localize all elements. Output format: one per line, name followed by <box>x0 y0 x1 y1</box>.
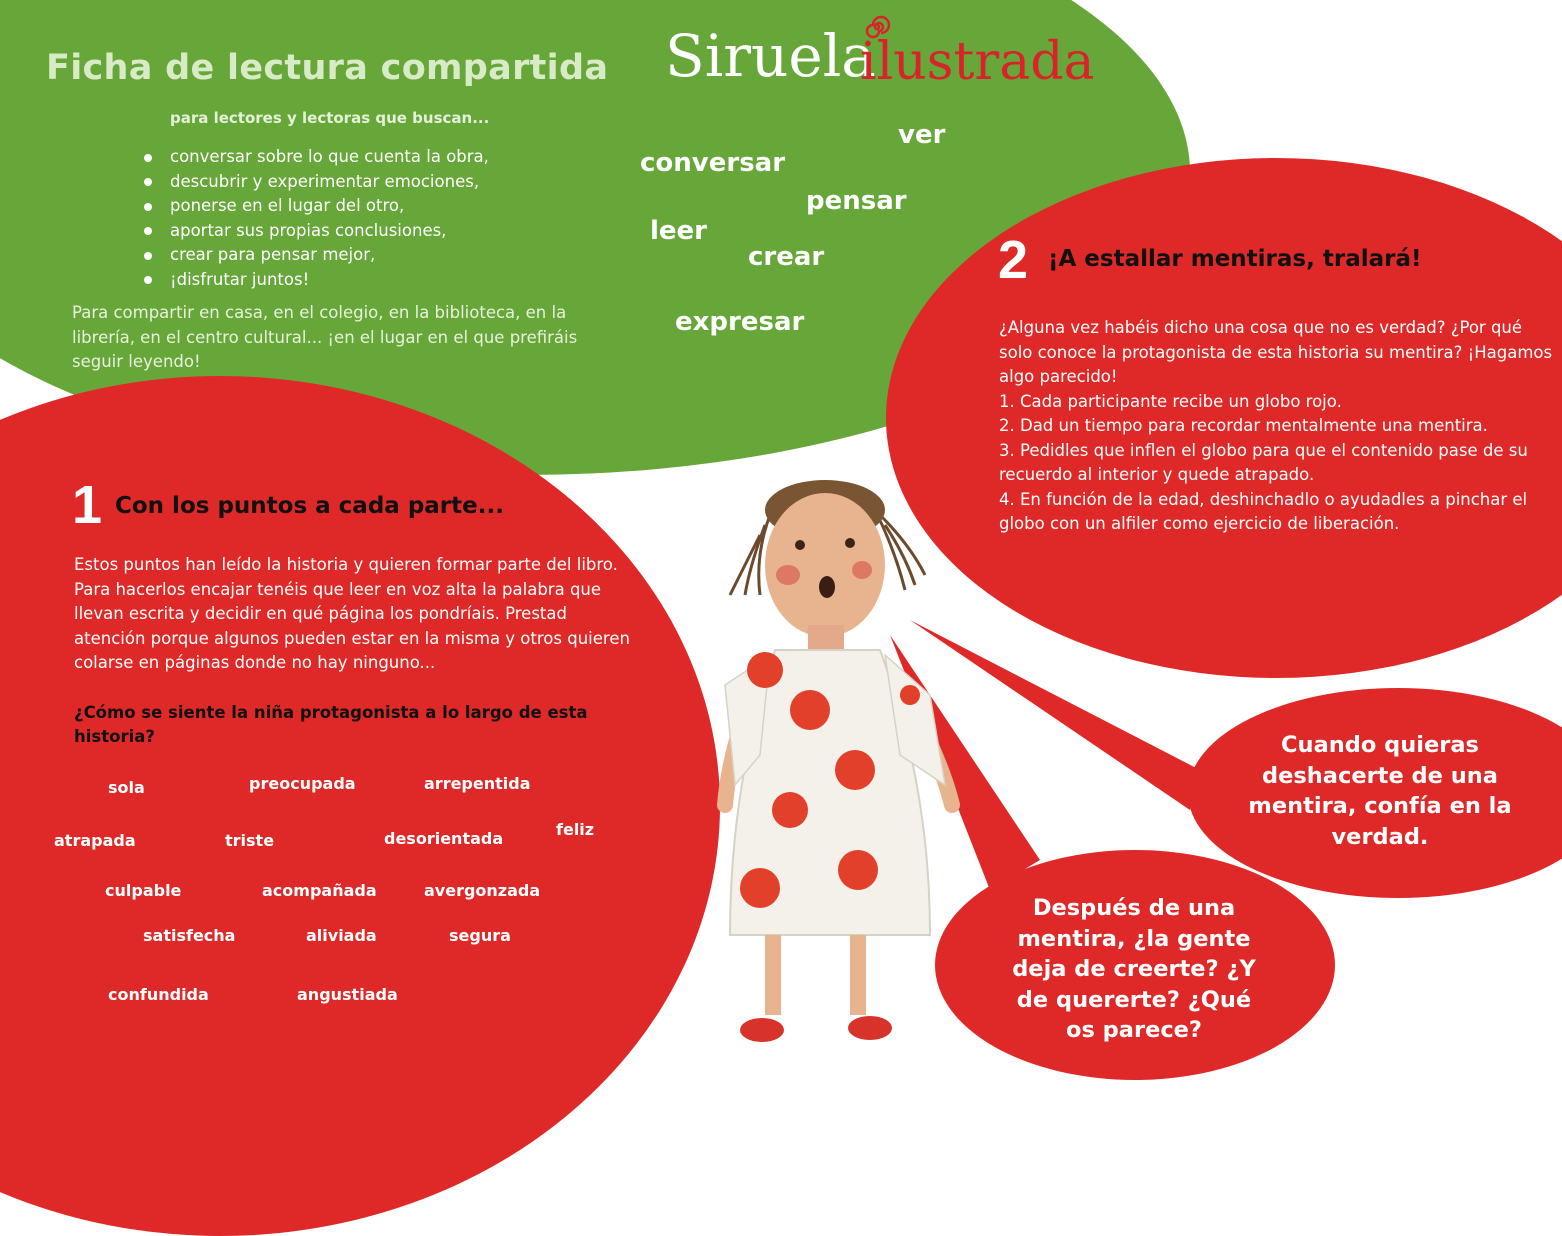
page-title: Ficha de lectura compartida <box>46 48 609 88</box>
brand-logo-ilustrada: ilustrada <box>860 32 1095 92</box>
brand-logo-siruela: Siruela <box>665 22 876 90</box>
list-item: crear para pensar mejor, <box>144 243 489 268</box>
share-text: Para compartir en casa, en el colegio, en la biblioteca, en la librería, en el centro cultural... ¡en el lugar en el que prefiráis seguir leyendo! <box>72 303 578 371</box>
bullet-icon <box>144 276 152 284</box>
reader-goals-list <box>144 145 489 292</box>
feeling-triste: triste <box>225 831 275 850</box>
feeling-aliviada: aliviada <box>306 926 377 945</box>
section-1-body: Estos puntos han leído la historia y quieren formar parte del libro. Para hacerlos encajar tenéis que leer en voz alta la palabra que llevan escrita y decidir en qué página los pondríais. Prestad atención porque algunos pueden estar en la misma y otros quieren colarse en páginas donde no hay ninguno... <box>74 555 630 672</box>
list-item: ponerse en el lugar del otro, <box>144 194 489 219</box>
verb-expresar: expresar <box>675 307 805 337</box>
left-shoe <box>740 1018 784 1042</box>
feeling-acompanada: acompañada <box>262 881 377 900</box>
section-2-body <box>999 316 1557 537</box>
verb-leer: leer <box>650 216 708 246</box>
right-shoe <box>848 1016 892 1040</box>
list-item: descubrir y experimentar emociones, <box>144 170 489 195</box>
list-item: ¡disfrutar juntos! <box>144 268 489 293</box>
list-item: aportar sus propias conclusiones, <box>144 219 489 244</box>
girl-illustration <box>700 455 1000 1065</box>
step-2: 2. Dad un tiempo para recordar mentalmente una mentira. <box>999 416 1488 435</box>
spiral-icon <box>862 12 892 42</box>
quote-question: Después de una mentira, ¿la gente deja de creerte? ¿Y de quererte? ¿Qué os parece? <box>1012 895 1256 1043</box>
feeling-atrapada: atrapada <box>54 831 136 850</box>
verb-conversar: conversar <box>640 148 786 178</box>
bullet-icon <box>144 252 152 260</box>
feeling-desorientada: desorientada <box>384 829 504 848</box>
feeling-arrepentida: arrepentida <box>424 774 531 793</box>
list-item: conversar sobre lo que cuenta la obra, <box>144 145 489 170</box>
verb-pensar: pensar <box>806 186 907 216</box>
feeling-avergonzada: avergonzada <box>424 881 541 900</box>
section-1-title: Con los puntos a cada parte... <box>115 493 504 519</box>
step-1: 1. Cada participante recibe un globo rojo. <box>999 391 1342 411</box>
section-2-number: 2 <box>998 230 1029 290</box>
section-2-intro: ¿Alguna vez habéis dicho una cosa que no es verdad? ¿Por qué solo conoce la protagonista de esta historia su mentira? ¡Hagamos algo parecido! <box>999 318 1553 386</box>
bullet-icon <box>144 154 152 162</box>
section-2-title: ¡A estallar mentiras, tralará! <box>1048 246 1422 272</box>
quote-truth: Cuando quieras deshacerte de una mentira, confía en la verdad. <box>1248 732 1512 850</box>
feeling-segura: segura <box>449 926 511 945</box>
feeling-confundida: confundida <box>108 985 209 1004</box>
bullet-icon <box>144 227 152 235</box>
feeling-angustiada: angustiada <box>297 985 398 1004</box>
mouth <box>819 576 835 598</box>
feeling-culpable: culpable <box>105 881 182 900</box>
verb-crear: crear <box>748 242 825 272</box>
section-1-question: ¿Cómo se siente la niña protagonista a lo largo de esta historia? <box>74 703 588 746</box>
step-4: 4. En función de la edad, deshinchadlo o ayudadles a pinchar el globo con un alfiler como ejercicio de liberación. <box>999 489 1528 533</box>
step-3: 3. Pedidles que inflen el globo para que el contenido pase de su recuerdo al interior y quede atrapado. <box>999 440 1528 484</box>
feeling-satisfecha: satisfecha <box>143 926 236 945</box>
bullet-icon <box>144 203 152 211</box>
subtitle: para lectores y lectoras que buscan... <box>170 109 490 127</box>
bullet-icon <box>144 178 152 186</box>
feeling-feliz: feliz <box>556 820 595 839</box>
feeling-sola: sola <box>108 778 145 797</box>
verb-ver: ver <box>898 120 946 150</box>
feeling-preocupada: preocupada <box>249 774 356 793</box>
section-1-number: 1 <box>72 475 103 535</box>
